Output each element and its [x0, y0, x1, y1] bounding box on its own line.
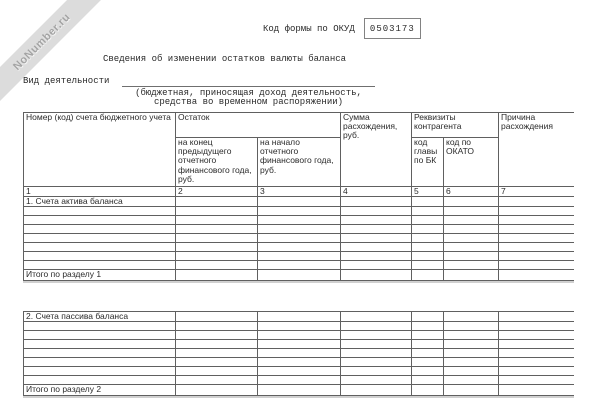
empty-cell: [24, 234, 176, 243]
empty-data-row: [24, 322, 574, 331]
column-number: 3: [258, 187, 341, 197]
empty-cell: [412, 225, 444, 234]
empty-cell: [24, 261, 176, 270]
column-number: 4: [341, 187, 412, 197]
empty-cell: [176, 252, 258, 261]
empty-cell: [258, 234, 341, 243]
header-account-cell: Номер (код) счета бюджетного учета: [24, 113, 176, 187]
header-row-1: [24, 113, 574, 138]
empty-cell: [176, 312, 258, 322]
empty-cell: [444, 358, 499, 367]
empty-cell: [176, 225, 258, 234]
empty-cell: [499, 358, 574, 367]
empty-cell: [176, 322, 258, 331]
total-row: [24, 385, 574, 396]
empty-data-row: [24, 261, 574, 270]
empty-cell: [499, 234, 574, 243]
form-code-block: [263, 18, 421, 39]
empty-cell: [412, 349, 444, 358]
empty-cell: [341, 216, 412, 225]
empty-cell: [444, 367, 499, 376]
empty-cell: [258, 331, 341, 340]
empty-cell: [444, 216, 499, 225]
empty-cell: [176, 367, 258, 376]
section-1-title-group: [24, 197, 574, 207]
empty-cell: [444, 225, 499, 234]
empty-cell: [258, 367, 341, 376]
empty-data-row: [24, 331, 574, 340]
empty-cell: [412, 322, 444, 331]
empty-cell: [412, 234, 444, 243]
header-balance-begin-cell: на начало отчетного финансового года, руб.: [258, 138, 341, 187]
empty-cell: [24, 349, 176, 358]
empty-cell: [258, 225, 341, 234]
activity-hint-line1: (бюджетная, приносящая доход деятельность,: [135, 88, 362, 98]
empty-data-row: [24, 349, 574, 358]
column-number: 5: [412, 187, 444, 197]
empty-cell: [24, 376, 176, 385]
empty-cell: [176, 261, 258, 270]
empty-data-row: [24, 252, 574, 261]
balance-table-liabilities: [23, 311, 574, 396]
section-title-row: [24, 312, 574, 322]
header-balance-end-prev-cell: на конец предыдущего отчетного финансового года, руб.: [176, 138, 258, 187]
empty-cell: [444, 243, 499, 252]
empty-cell: [258, 243, 341, 252]
empty-cell: [499, 367, 574, 376]
section-title-row: [24, 197, 574, 207]
page-title: Сведения об изменении остатков валюты баланса: [103, 54, 347, 64]
empty-cell: [499, 243, 574, 252]
section-2-total-group: [24, 385, 574, 396]
empty-data-row: [24, 225, 574, 234]
header-discrepancy-reason-cell: Причина расхождения: [499, 113, 574, 187]
empty-cell: [341, 349, 412, 358]
empty-cell: [412, 312, 444, 322]
empty-cell: [499, 322, 574, 331]
empty-cell: [444, 349, 499, 358]
total-label: Итого по разделу 2: [24, 385, 176, 396]
empty-cell: [341, 197, 412, 207]
empty-cell: [444, 376, 499, 385]
empty-cell: [341, 376, 412, 385]
total-row: [24, 270, 574, 281]
header-counterparty-group-cell: Реквизиты контрагента: [412, 113, 499, 138]
empty-data-row: [24, 207, 574, 216]
empty-cell: [499, 207, 574, 216]
section-1-total-group: [24, 270, 574, 281]
empty-cell: [412, 252, 444, 261]
empty-cell: [176, 331, 258, 340]
form-code-value-box: [364, 18, 421, 39]
empty-cell: [444, 252, 499, 261]
empty-cell: [176, 197, 258, 207]
empty-cell: [341, 252, 412, 261]
header-okato-cell: код по ОКАТО: [444, 138, 499, 187]
empty-cell: [341, 243, 412, 252]
form-code-value: 0503173: [369, 23, 415, 34]
form-code-label: Код формы по ОКУД: [263, 23, 355, 34]
empty-data-row: [24, 340, 574, 349]
empty-cell: [176, 234, 258, 243]
empty-data-row: [24, 243, 574, 252]
empty-cell: [499, 385, 574, 396]
header-balance-group-cell: Остаток: [176, 113, 341, 138]
empty-cell: [412, 197, 444, 207]
empty-cell: [24, 340, 176, 349]
empty-cell: [24, 216, 176, 225]
empty-cell: [24, 358, 176, 367]
empty-cell: [412, 270, 444, 281]
empty-cell: [176, 340, 258, 349]
empty-cell: [341, 331, 412, 340]
empty-cell: [499, 270, 574, 281]
empty-cell: [176, 216, 258, 225]
empty-cell: [444, 197, 499, 207]
section-1-empty-rows: [24, 207, 574, 270]
empty-cell: [258, 358, 341, 367]
empty-cell: [176, 243, 258, 252]
empty-cell: [412, 243, 444, 252]
total-label: Итого по разделу 1: [24, 270, 176, 281]
empty-cell: [24, 225, 176, 234]
empty-data-row: [24, 358, 574, 367]
empty-cell: [24, 243, 176, 252]
empty-cell: [499, 197, 574, 207]
empty-cell: [258, 270, 341, 281]
empty-cell: [341, 234, 412, 243]
empty-data-row: [24, 376, 574, 385]
empty-cell: [412, 216, 444, 225]
empty-data-row: [24, 216, 574, 225]
empty-cell: [444, 331, 499, 340]
empty-cell: [258, 216, 341, 225]
empty-cell: [341, 207, 412, 216]
empty-cell: [24, 367, 176, 376]
empty-cell: [341, 367, 412, 376]
empty-cell: [258, 322, 341, 331]
balance-table-assets: [23, 112, 574, 281]
empty-cell: [499, 252, 574, 261]
empty-cell: [412, 367, 444, 376]
empty-cell: [341, 270, 412, 281]
empty-cell: [499, 376, 574, 385]
empty-cell: [24, 207, 176, 216]
empty-cell: [258, 385, 341, 396]
empty-cell: [341, 358, 412, 367]
column-number: 2: [176, 187, 258, 197]
empty-cell: [341, 261, 412, 270]
empty-cell: [341, 322, 412, 331]
column-number: 6: [444, 187, 499, 197]
empty-cell: [176, 349, 258, 358]
empty-cell: [176, 270, 258, 281]
header-bk-chapter-cell: код главы по БК: [412, 138, 444, 187]
section-title: 2. Счета пассива баланса: [24, 312, 176, 322]
empty-cell: [258, 207, 341, 216]
empty-cell: [176, 385, 258, 396]
empty-cell: [444, 340, 499, 349]
activity-type-label: Вид деятельности: [23, 76, 110, 86]
empty-cell: [258, 252, 341, 261]
empty-cell: [412, 385, 444, 396]
empty-cell: [258, 197, 341, 207]
empty-cell: [258, 312, 341, 322]
empty-cell: [499, 340, 574, 349]
empty-cell: [499, 312, 574, 322]
empty-cell: [24, 331, 176, 340]
empty-cell: [258, 340, 341, 349]
activity-type-underline: [122, 86, 375, 87]
empty-cell: [444, 270, 499, 281]
empty-cell: [499, 225, 574, 234]
empty-cell: [499, 216, 574, 225]
empty-cell: [258, 349, 341, 358]
empty-cell: [412, 358, 444, 367]
empty-cell: [444, 261, 499, 270]
empty-cell: [412, 331, 444, 340]
empty-cell: [444, 207, 499, 216]
empty-cell: [444, 385, 499, 396]
empty-cell: [499, 261, 574, 270]
watermark-text: NoNumber.ru: [11, 11, 73, 73]
empty-cell: [341, 385, 412, 396]
empty-cell: [258, 261, 341, 270]
empty-data-row: [24, 234, 574, 243]
column-number: 1: [24, 187, 176, 197]
empty-data-row: [24, 367, 574, 376]
empty-cell: [176, 376, 258, 385]
empty-cell: [444, 312, 499, 322]
column-number-row: [24, 187, 574, 197]
empty-cell: [24, 252, 176, 261]
empty-cell: [444, 322, 499, 331]
empty-cell: [412, 340, 444, 349]
section-2-title-group: [24, 312, 574, 322]
watermark-ribbon: [0, 0, 111, 111]
empty-cell: [176, 207, 258, 216]
empty-cell: [499, 331, 574, 340]
empty-cell: [412, 261, 444, 270]
empty-cell: [499, 349, 574, 358]
section-2-empty-rows: [24, 322, 574, 385]
empty-cell: [341, 312, 412, 322]
empty-cell: [176, 358, 258, 367]
header-discrepancy-sum-cell: Сумма расхождения, руб.: [341, 113, 412, 187]
empty-cell: [341, 225, 412, 234]
empty-cell: [341, 340, 412, 349]
column-number: 7: [499, 187, 574, 197]
empty-cell: [444, 234, 499, 243]
activity-hint-line2: средства во временном распоряжении): [153, 97, 344, 107]
empty-cell: [412, 376, 444, 385]
empty-cell: [258, 376, 341, 385]
empty-cell: [24, 322, 176, 331]
empty-cell: [412, 207, 444, 216]
table-header-group: [24, 113, 574, 197]
section-title: 1. Счета актива баланса: [24, 197, 176, 207]
